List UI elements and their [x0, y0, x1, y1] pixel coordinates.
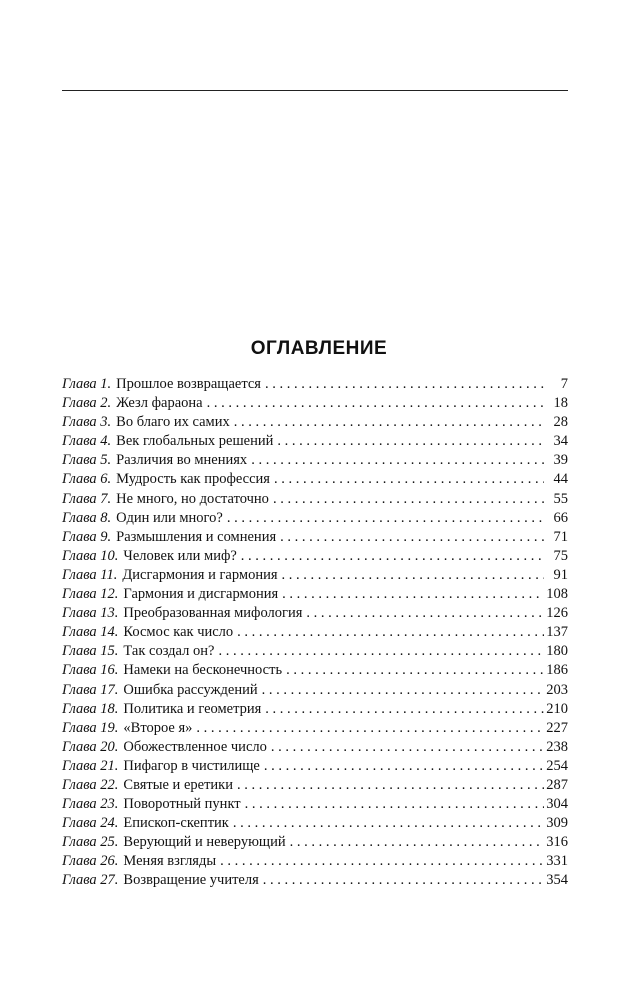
- page-number: 304: [546, 796, 568, 813]
- chapter-title: Епископ-скептик: [123, 815, 229, 832]
- toc-entry: [62, 661, 568, 680]
- toc-entry: [62, 738, 568, 757]
- chapter-title: Возвращение учителя: [123, 872, 259, 889]
- chapter-number: Глава 7.: [62, 490, 112, 507]
- page-number: 55: [553, 490, 568, 507]
- page-number: 186: [546, 662, 568, 679]
- chapter-title: «Второе я»: [123, 719, 193, 736]
- chapter-title: Ошибка рассуждений: [123, 681, 258, 698]
- chapter-number: Глава 24.: [62, 815, 119, 832]
- chapter-title: Святые и еретики: [123, 776, 233, 793]
- toc-entry: [62, 776, 568, 795]
- chapter-title: Намеки на бесконечность: [123, 662, 283, 679]
- dot-leader: [237, 623, 544, 642]
- dot-leader: [234, 413, 544, 432]
- page-number: 287: [546, 776, 568, 793]
- chapter-title: Не много, но достаточно: [116, 490, 269, 507]
- chapter-number: Глава 23.: [62, 796, 119, 813]
- chapter-number: Глава 3.: [62, 414, 112, 431]
- chapter-title: Политика и геометрия: [123, 700, 262, 717]
- toc-entry: [62, 623, 568, 642]
- page-number: 39: [553, 452, 568, 469]
- chapter-number: Глава 14.: [62, 624, 119, 641]
- chapter-number: Глава 16.: [62, 662, 119, 679]
- chapter-number: Глава 12.: [62, 586, 119, 603]
- toc-entry: [62, 719, 568, 738]
- page-number: 108: [546, 586, 568, 603]
- toc-entry: [62, 795, 568, 814]
- dot-leader: [207, 394, 544, 413]
- dot-leader: [262, 681, 544, 700]
- dot-leader: [251, 451, 544, 470]
- dot-leader: [245, 795, 544, 814]
- chapter-title: Дисгармония и гармония: [122, 566, 278, 583]
- chapter-number: Глава 26.: [62, 853, 119, 870]
- dot-leader: [282, 566, 544, 585]
- page-number: 331: [546, 853, 568, 870]
- page-number: 75: [553, 547, 568, 564]
- dot-leader: [271, 738, 544, 757]
- dot-leader: [237, 776, 544, 795]
- chapter-title: Прошлое возвращается: [116, 376, 261, 392]
- chapter-title: Во благо их самих: [116, 414, 230, 431]
- page-number: 66: [553, 509, 568, 526]
- dot-leader: [273, 490, 544, 509]
- toc-entry: [62, 814, 568, 833]
- dot-leader: [241, 547, 544, 566]
- chapter-title: Космос как число: [123, 624, 234, 641]
- toc-entry: [62, 509, 568, 528]
- page-number: 354: [546, 872, 568, 889]
- dot-leader: [280, 528, 544, 547]
- page-number: 210: [546, 700, 568, 717]
- toc-entry: [62, 642, 568, 661]
- dot-leader: [277, 432, 544, 451]
- chapter-number: Глава 10.: [62, 547, 119, 564]
- chapter-title: Преобразованная мифология: [123, 605, 303, 622]
- chapter-number: Глава 21.: [62, 757, 119, 774]
- dot-leader: [274, 470, 544, 489]
- page-number: 180: [546, 643, 568, 660]
- chapter-number: Глава 22.: [62, 776, 119, 793]
- chapter-title: Меняя взгляды: [123, 853, 217, 870]
- page-number: 238: [546, 738, 568, 755]
- dot-leader: [196, 719, 544, 738]
- chapter-number: Глава 15.: [62, 643, 119, 660]
- toc-entry: [62, 700, 568, 719]
- chapter-number: Глава 8.: [62, 509, 112, 526]
- page-number: 227: [546, 719, 568, 736]
- dot-leader: [290, 833, 544, 852]
- chapter-number: Глава 13.: [62, 605, 119, 622]
- chapter-number: Глава 4.: [62, 433, 112, 450]
- page-number: 71: [553, 528, 568, 545]
- dot-leader: [265, 700, 544, 719]
- dot-leader: [286, 661, 544, 680]
- dot-leader: [264, 757, 544, 776]
- chapter-title: Так создал он?: [123, 643, 215, 660]
- chapter-number: Глава 9.: [62, 528, 112, 545]
- toc-entry: [62, 566, 568, 585]
- toc-entry: [62, 451, 568, 470]
- toc-entry: [62, 432, 568, 451]
- toc-entry: [62, 547, 568, 566]
- dot-leader: [306, 604, 544, 623]
- page-number: 28: [553, 414, 568, 431]
- chapter-title: Поворотный пункт: [123, 796, 241, 813]
- table-of-contents: [62, 375, 568, 891]
- page-number: 91: [553, 566, 568, 583]
- page-number: 309: [546, 815, 568, 832]
- page-number: 316: [546, 834, 568, 851]
- page-number: 126: [546, 605, 568, 622]
- toc-entry: [62, 375, 568, 394]
- dot-leader: [282, 585, 544, 604]
- toc-entry: [62, 490, 568, 509]
- chapter-number: Глава 25.: [62, 834, 119, 851]
- chapter-title: Различия во мнениях: [116, 452, 248, 469]
- chapter-title: Век глобальных решений: [116, 433, 274, 450]
- chapter-number: Глава 19.: [62, 719, 119, 736]
- toc-entry: [62, 604, 568, 623]
- dot-leader: [227, 509, 544, 528]
- chapter-number: Глава 1.: [62, 376, 112, 392]
- toc-entry: [62, 757, 568, 776]
- page-number: 44: [553, 471, 568, 488]
- dot-leader: [218, 642, 544, 661]
- chapter-number: Глава 27.: [62, 872, 119, 889]
- chapter-number: Глава 20.: [62, 738, 119, 755]
- chapter-title: Обожествленное число: [123, 738, 267, 755]
- dot-leader: [265, 375, 544, 394]
- toc-entry: [62, 871, 568, 890]
- page-number: 18: [553, 395, 568, 412]
- dot-leader: [263, 871, 544, 890]
- toc-entry: [62, 852, 568, 871]
- page-title: ОГЛАВЛЕНИЕ: [250, 338, 388, 359]
- top-rule-divider: [62, 90, 568, 91]
- chapter-title: Гармония и дисгармония: [123, 586, 279, 603]
- chapter-title: Верующий и неверующий: [123, 834, 286, 851]
- toc-entry: [62, 394, 568, 413]
- toc-entry: [62, 681, 568, 700]
- chapter-title: Человек или миф?: [123, 547, 237, 564]
- chapter-title: Мудрость как профессия: [116, 471, 270, 488]
- dot-leader: [233, 814, 544, 833]
- page-number: 7: [560, 376, 568, 392]
- toc-entry: [62, 413, 568, 432]
- chapter-title: Размышления и сомнения: [116, 528, 277, 545]
- toc-entry: [62, 585, 568, 604]
- chapter-title: Жезл фараона: [116, 395, 203, 412]
- page-number: 137: [546, 624, 568, 641]
- chapter-number: Глава 17.: [62, 681, 119, 698]
- chapter-number: Глава 2.: [62, 395, 112, 412]
- toc-entry: [62, 833, 568, 852]
- page-number: 254: [546, 757, 568, 774]
- chapter-title: Один или много?: [116, 509, 223, 526]
- chapter-number: Глава 18.: [62, 700, 119, 717]
- chapter-title: Пифагор в чистилище: [123, 757, 260, 774]
- chapter-number: Глава 11.: [62, 566, 118, 583]
- page-number: 203: [546, 681, 568, 698]
- chapter-number: Глава 6.: [62, 471, 112, 488]
- toc-entry: [62, 528, 568, 547]
- chapter-number: Глава 5.: [62, 452, 112, 469]
- page-number: 34: [553, 433, 568, 450]
- dot-leader: [220, 852, 544, 871]
- toc-entry: [62, 470, 568, 489]
